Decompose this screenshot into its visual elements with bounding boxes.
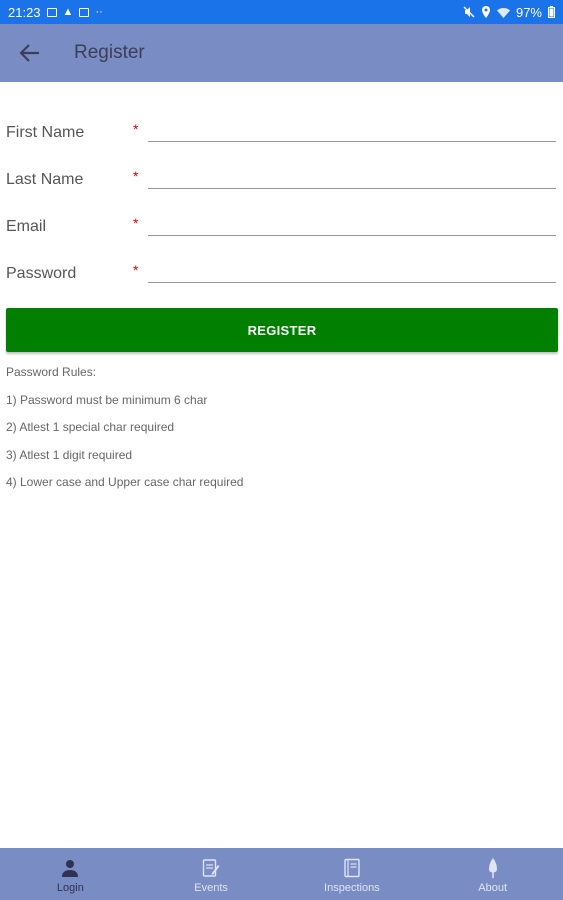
location-icon bbox=[481, 6, 491, 18]
page-title: Register bbox=[74, 42, 145, 63]
password-label: Password bbox=[6, 265, 77, 282]
nav-label-events: Events bbox=[194, 882, 228, 894]
required-mark: * bbox=[133, 262, 139, 278]
last-name-label: Last Name bbox=[6, 171, 84, 188]
nav-label-about: About bbox=[478, 882, 507, 894]
email-row bbox=[0, 202, 563, 249]
status-left bbox=[8, 5, 103, 20]
first-name-label: First Name bbox=[6, 124, 85, 141]
nav-item-login[interactable] bbox=[0, 848, 141, 900]
rules-heading: Password Rules: bbox=[6, 365, 97, 379]
edit-note-icon bbox=[202, 857, 220, 879]
app-bar bbox=[0, 24, 563, 82]
password-row bbox=[0, 249, 563, 296]
photo-icon bbox=[47, 8, 57, 17]
register-form bbox=[0, 108, 563, 296]
last-name-row bbox=[0, 155, 563, 202]
rule-item: 2) Atlest 1 special char required bbox=[6, 420, 175, 434]
rule-item: 4) Lower case and Upper case char required bbox=[6, 475, 244, 489]
status-right bbox=[463, 5, 555, 20]
nav-label-inspections: Inspections bbox=[324, 882, 380, 894]
gallery-icon bbox=[79, 8, 89, 17]
book-icon bbox=[343, 857, 361, 879]
drive-icon: ▲ bbox=[62, 5, 74, 18]
required-mark: * bbox=[133, 168, 139, 184]
first-name-input[interactable] bbox=[148, 118, 556, 142]
password-rules bbox=[6, 365, 243, 503]
email-input[interactable] bbox=[148, 212, 556, 236]
arrow-back-icon bbox=[20, 44, 40, 62]
nav-item-inspections[interactable] bbox=[282, 848, 423, 900]
rule-item: 1) Password must be minimum 6 char bbox=[6, 392, 208, 407]
status-time: 21:23 bbox=[8, 4, 41, 20]
more-notifications-icon: ·· bbox=[95, 5, 103, 18]
bottom-nav bbox=[0, 848, 563, 900]
nav-item-about[interactable] bbox=[422, 848, 563, 900]
email-label: Email bbox=[6, 218, 47, 235]
mute-icon bbox=[463, 6, 475, 18]
person-icon bbox=[62, 857, 78, 879]
last-name-input[interactable] bbox=[148, 165, 556, 189]
required-mark: * bbox=[133, 215, 139, 231]
password-input[interactable] bbox=[148, 259, 556, 283]
register-button[interactable]: REGISTER bbox=[6, 308, 558, 352]
wifi-icon bbox=[497, 7, 510, 18]
first-name-row bbox=[0, 108, 563, 155]
status-bar bbox=[0, 0, 563, 24]
nav-label-login: Login bbox=[56, 882, 84, 894]
battery-percent: 97% bbox=[515, 4, 542, 20]
battery-icon bbox=[548, 6, 555, 18]
back-button[interactable] bbox=[0, 24, 60, 82]
required-mark: * bbox=[133, 121, 139, 137]
rule-item: 3) Atlest 1 digit required bbox=[6, 447, 133, 462]
tree-icon bbox=[486, 857, 500, 879]
nav-item-events[interactable] bbox=[141, 848, 282, 900]
